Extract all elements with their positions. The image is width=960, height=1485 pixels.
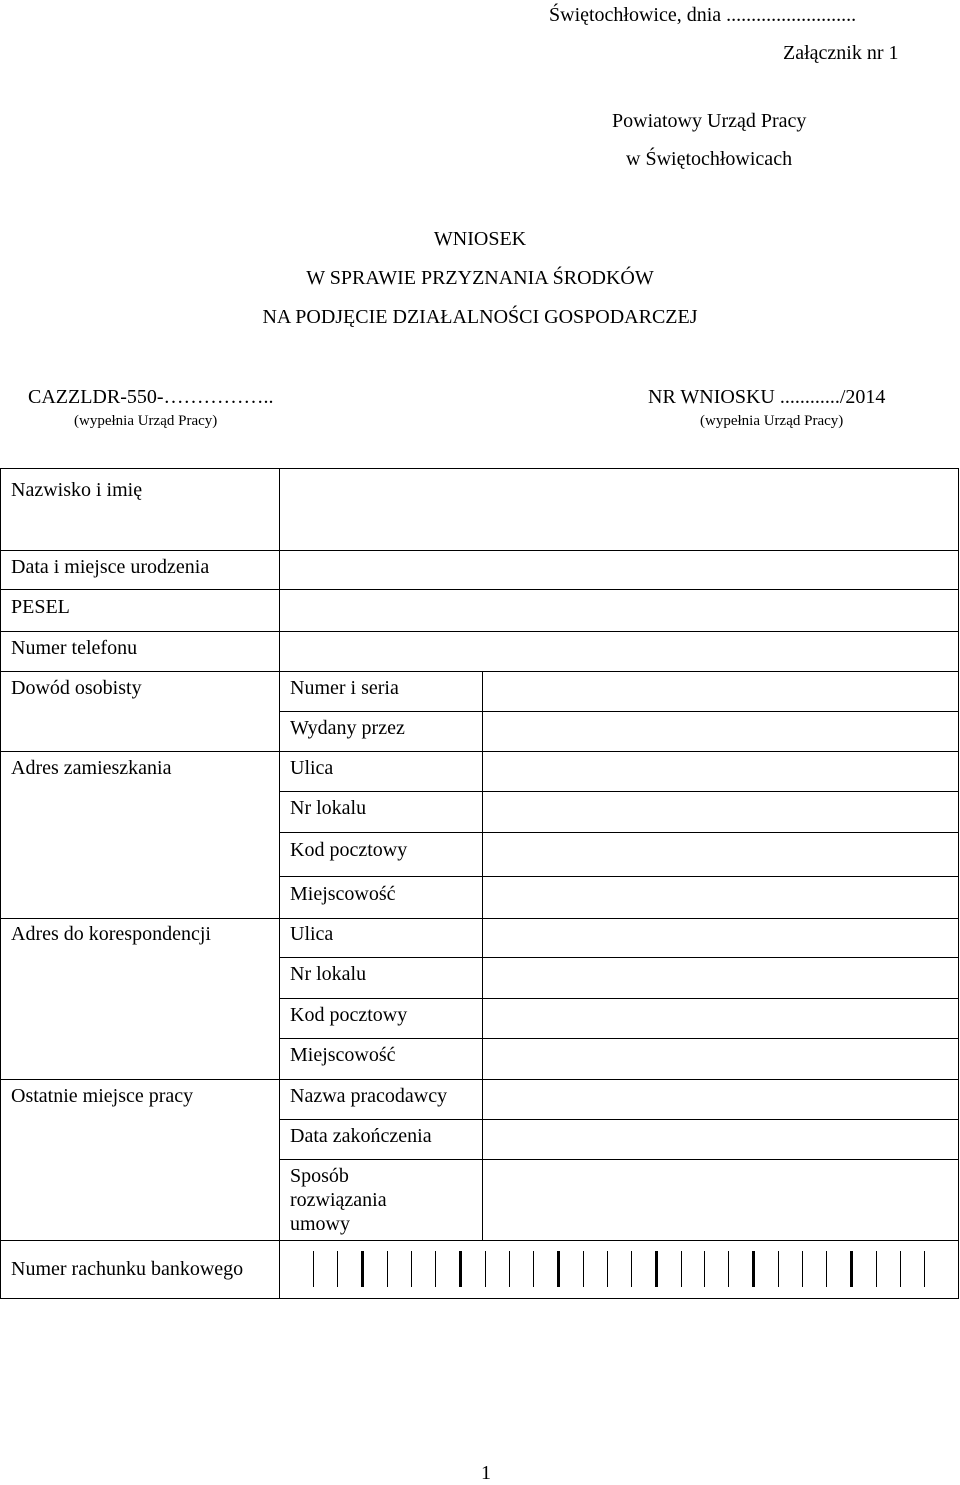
id-number-field[interactable] <box>483 672 959 712</box>
phone-field[interactable] <box>280 632 959 672</box>
address-city-label: Miejscowość <box>280 877 483 919</box>
address-street-label: Ulica <box>280 752 483 792</box>
office-city: w Świętochłowicach <box>626 148 793 170</box>
name-label: Nazwisko i imię <box>1 469 280 551</box>
corr-address-label: Adres do korespondencji <box>1 919 280 1080</box>
page-number: 1 <box>481 1462 491 1484</box>
id-issued-label: Wydany przez <box>280 712 483 752</box>
applicant-form-table <box>0 468 959 1299</box>
document-subtitle-2: NA PODJĘCIE DZIAŁALNOŚCI GOSPODARCZEJ <box>262 306 698 328</box>
bank-account-field[interactable] <box>280 1241 959 1299</box>
birth-field[interactable] <box>280 551 959 590</box>
address-postcode-field[interactable] <box>483 833 959 877</box>
id-issued-field[interactable] <box>483 712 959 752</box>
address-city-field[interactable] <box>483 877 959 919</box>
bank-account-digit-boxes[interactable] <box>290 1251 948 1287</box>
last-job-label: Ostatnie miejsce pracy <box>1 1080 280 1241</box>
application-number-note: (wypełnia Urząd Pracy) <box>700 413 844 429</box>
office-name: Powiatowy Urząd Pracy <box>612 110 807 132</box>
corr-postcode-label: Kod pocztowy <box>280 999 483 1039</box>
employer-field[interactable] <box>483 1080 959 1120</box>
place-date-line[interactable]: Świętochłowice, dnia .......................... <box>549 4 857 26</box>
name-field[interactable] <box>280 469 959 551</box>
case-number-field[interactable]: CAZZLDR-550-…………….. <box>28 386 274 408</box>
pesel-label: PESEL <box>1 590 280 632</box>
phone-label: Numer telefonu <box>1 632 280 672</box>
address-flat-field[interactable] <box>483 792 959 833</box>
attachment-label: Załącznik nr 1 <box>783 42 899 64</box>
pesel-field[interactable] <box>280 590 959 632</box>
case-number-note: (wypełnia Urząd Pracy) <box>74 413 218 429</box>
corr-street-field[interactable] <box>483 919 959 958</box>
termination-field[interactable] <box>483 1160 959 1241</box>
birth-label: Data i miejsce urodzenia <box>1 551 280 590</box>
end-date-field[interactable] <box>483 1120 959 1160</box>
end-date-label: Data zakończenia <box>280 1120 483 1160</box>
id-card-label: Dowód osobisty <box>1 672 280 752</box>
employer-label: Nazwa pracodawcy <box>280 1080 483 1120</box>
address-postcode-label: Kod pocztowy <box>280 833 483 877</box>
id-number-label: Numer i seria <box>280 672 483 712</box>
document-title: WNIOSEK <box>433 228 527 250</box>
corr-flat-label: Nr lokalu <box>280 958 483 999</box>
address-label: Adres zamieszkania <box>1 752 280 919</box>
address-flat-label: Nr lokalu <box>280 792 483 833</box>
address-street-field[interactable] <box>483 752 959 792</box>
corr-postcode-field[interactable] <box>483 999 959 1039</box>
termination-label: Sposób rozwiązania umowy <box>280 1160 483 1241</box>
application-number-field[interactable]: NR WNIOSKU ............/2014 <box>648 386 886 408</box>
corr-city-label: Miejscowość <box>280 1039 483 1080</box>
document-subtitle-1: W SPRAWIE PRZYZNANIA ŚRODKÓW <box>306 267 654 289</box>
corr-street-label: Ulica <box>280 919 483 958</box>
bank-account-label: Numer rachunku bankowego <box>1 1241 280 1299</box>
corr-city-field[interactable] <box>483 1039 959 1080</box>
corr-flat-field[interactable] <box>483 958 959 999</box>
